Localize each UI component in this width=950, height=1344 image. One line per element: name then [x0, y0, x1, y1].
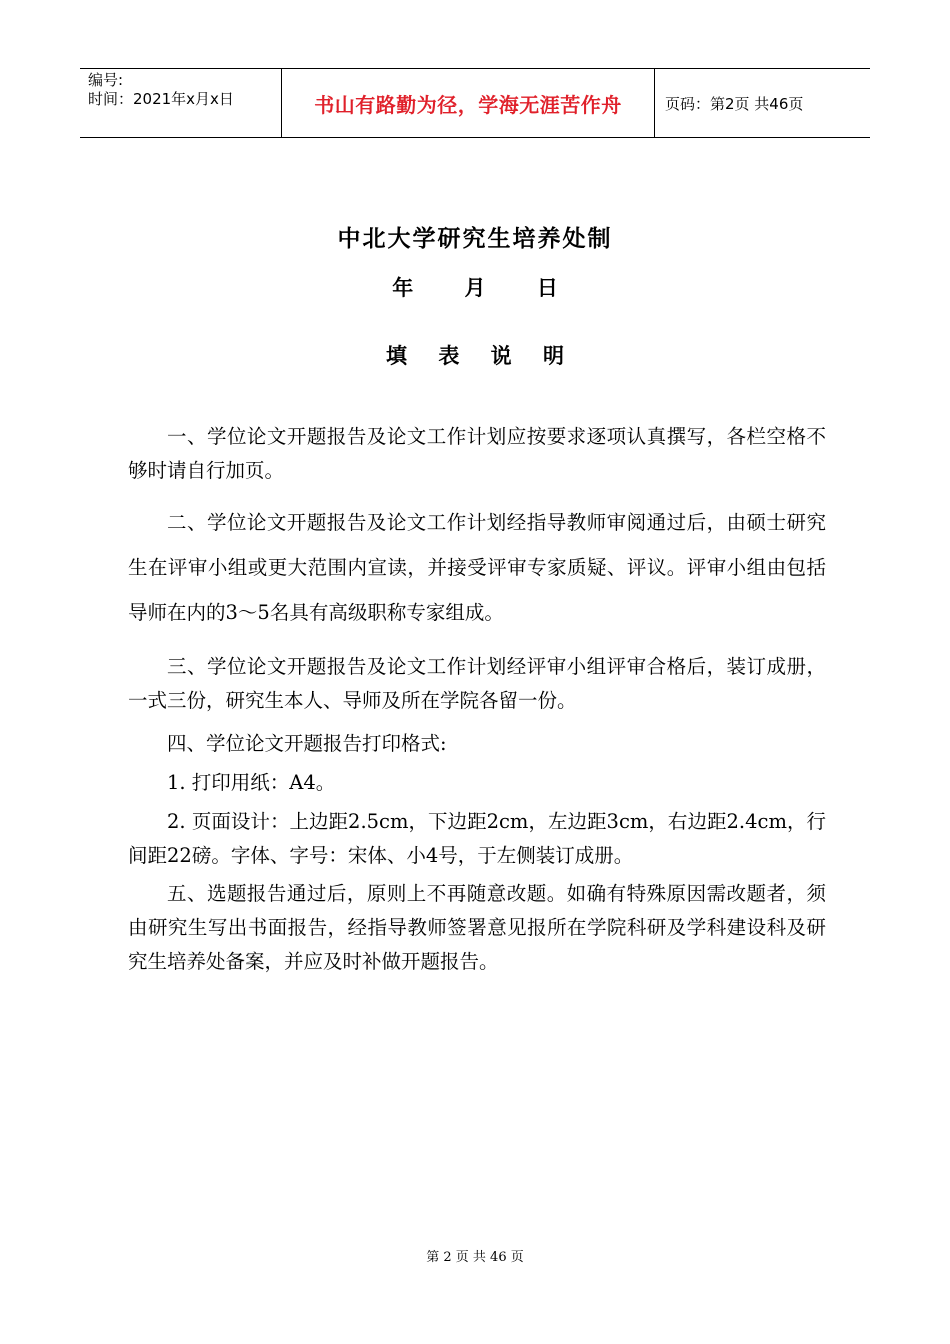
form-title-char: 明 [542, 344, 564, 368]
motto-text: 书山有路勤为径，学海无涯苦作舟 [314, 92, 622, 117]
page-info: 页码：第2页 共46页 [665, 94, 804, 113]
form-title-char: 表 [438, 344, 460, 368]
date-month: 月 [464, 276, 486, 300]
header-page-info-cell [655, 69, 870, 137]
paragraph-text: 一、学位论文开题报告及论文工作计划应按要求逐项认真撰写，各栏空格不够时请自行加页。 [128, 425, 826, 482]
page-header [80, 68, 870, 138]
date-line [0, 272, 950, 302]
paragraph-text: 1. 打印用纸：A4。 [167, 771, 336, 794]
header-meta [80, 69, 282, 137]
time-label: 时间：2021年x月x日 [88, 90, 234, 108]
org-title: 中北大学研究生培养处制 [337, 226, 613, 252]
paragraph-text: 二、学位论文开题报告及论文工作计划经指导教师审阅通过后，由硕士研究生在评审小组或更大范围内宣读，并接受评审专家质疑、评议。评审小组由包括导师在内的3～5名具有高级职称专家组成。 [128, 511, 826, 624]
form-title-char: 说 [490, 344, 512, 368]
page-footer: 第 2 页 共 46 页 [426, 1250, 524, 1265]
paragraph-text: 2. 页面设计：上边距2.5cm，下边距2cm，左边距3cm，右边距2.4cm，行间距22磅。字体、字号：宋体、小4号，于左侧装订成册。 [128, 810, 826, 867]
instruction-paragraph-2 [128, 500, 826, 635]
date-day: 日 [536, 276, 558, 300]
date-year: 年 [392, 276, 414, 300]
instruction-paragraph-4 [128, 727, 826, 761]
header-motto-cell [282, 69, 655, 137]
instruction-paragraph-7 [128, 877, 826, 979]
instruction-paragraph-5 [128, 766, 826, 800]
number-label: 编号: [88, 71, 124, 89]
paragraph-text: 五、选题报告通过后，原则上不再随意改题。如确有特殊原因需改题者，须由研究生写出书面报告，经指导教师签署意见报所在学院科研及学科建设科及研究生培养处备案，并应及时补做开题报告。 [128, 882, 826, 973]
instruction-paragraph-6 [128, 805, 826, 873]
form-title-char: 填 [386, 344, 408, 368]
form-title [0, 340, 950, 370]
paragraph-text: 四、学位论文开题报告打印格式: [167, 732, 447, 755]
instruction-paragraph-1 [128, 420, 826, 488]
paragraph-text: 三、学位论文开题报告及论文工作计划经评审小组评审合格后，装订成册，一式三份，研究生本人、导师及所在学院各留一份。 [128, 655, 826, 712]
instruction-paragraph-3 [128, 650, 826, 718]
